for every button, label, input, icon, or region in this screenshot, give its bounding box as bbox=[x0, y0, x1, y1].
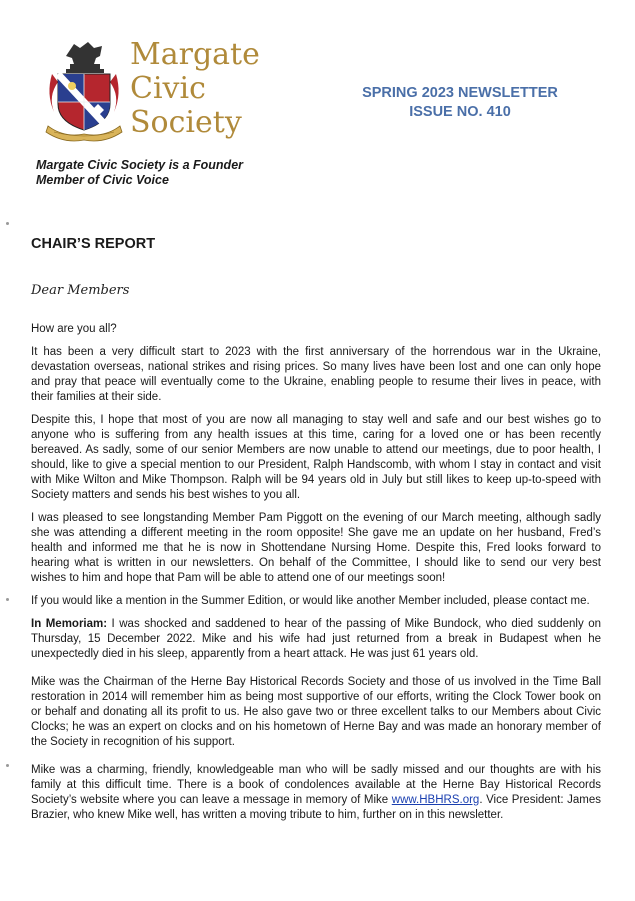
report-body bbox=[31, 322, 601, 831]
newsletter-title: SPRING 2023 NEWSLETTER bbox=[362, 85, 558, 101]
section-heading: CHAIR’S REPORT bbox=[31, 236, 156, 252]
organisation-name bbox=[130, 38, 260, 140]
memoriam-label: In Memoriam: bbox=[31, 618, 108, 630]
salutation: Dear Members bbox=[31, 283, 130, 298]
condolences-text: Mike was a charming, friendly, knowledgeable man who will be sadly missed and our thoughts are with his family at this difficult time. There is a book of condolences available at the Herne Bay Historical Records Society’s website where you can leave a message in memory of Mike bbox=[31, 764, 601, 806]
hbhrs-link[interactable]: www.HBHRS.org bbox=[391, 794, 480, 806]
paragraph-war: It has been a very difficult start to 2023 with the first anniversary of the horrendous war in the Ukraine, devastation overseas, national strikes and rising prices. So many lives have been lost and one can only hope and pray that peace will eventually come to the Ukraine, enabling people to resume their lives in peace, with their families at their side. bbox=[31, 346, 601, 403]
paragraph-pam-piggott: I was pleased to see longstanding Member Pam Piggott on the evening of our March meeting, although sadly she was attending a different meeting in the room opposite! She gave me an update on her husband, Fred’s health and informed me that he is now in Shottendane Nursing Home. Despite this, Fred looks forward to hearing what is written in our newsletters. On behalf of the Committee, I should like to send our very best wishes to him and hope that Pam will be able to attend one of our meetings soon! bbox=[31, 512, 601, 584]
paragraph-memoriam bbox=[31, 617, 601, 662]
founder-line-1: Margate Civic Society is a Founder bbox=[36, 158, 244, 172]
founder-statement bbox=[36, 158, 296, 188]
scan-mark bbox=[6, 764, 9, 767]
founder-line-2: Member of Civic Voice bbox=[36, 173, 169, 187]
paragraph-condolences bbox=[31, 763, 601, 823]
paragraph-health: Despite this, I hope that most of you are now all managing to stay well and safe and our best wishes go to anyone who is suffering from any health issues at this time, caring for a loved one or has been recently bereaved. As sadly, some of our senior Members are now unable to attend our meetings, due to poor health, I should, like to give a special mention to our President, Ralph Handscomb, with whom I stay in contact and visit with Mike Wilton and Mike Thompson. Ralph will be 94 years old in July but still likes to keep up-to-speed with Society matters and sends his best wishes to you all. bbox=[31, 414, 601, 501]
org-name-line-3: Society bbox=[130, 105, 242, 140]
scan-mark bbox=[6, 222, 9, 225]
paragraph-mention: If you would like a mention in the Summer Edition, or would like another Member included, please contact me. bbox=[31, 595, 590, 607]
org-name-line-2: Civic bbox=[130, 71, 206, 106]
memoriam-text: I was shocked and saddened to hear of the passing of Mike Bundock, who died suddenly on Thursday, 15 December 2022. Mike and his wife had just returned from a break in Budapest when he unexpectedly died in his sleep, apparently from a heart attack. He was just 61 years old. bbox=[31, 618, 601, 660]
coat-of-arms-icon bbox=[44, 34, 124, 144]
newsletter-title-block bbox=[330, 84, 590, 122]
paragraph-greeting: How are you all? bbox=[31, 323, 117, 335]
paragraph-mike-chairman: Mike was the Chairman of the Herne Bay Historical Records Society and those of us involved in the Time Ball restoration in 2014 will remember him as being most supportive of our efforts, writing the Clock Tower book on or behalf and donating all its profit to us. He also gave two or three excellent talks to our Members about Civic Clocks; he was an expert on clocks and on his hometown of Herne Bay and was made an honorary member of the Society in recognition of his support. bbox=[31, 676, 601, 748]
org-name-line-1: Margate bbox=[130, 37, 260, 72]
condolences-text-end: . Vice President: James Brazier, who knew Mike well, has written a moving tribute to him, further on in this newsletter. bbox=[31, 794, 601, 821]
scan-mark bbox=[6, 598, 9, 601]
issue-number: ISSUE NO. 410 bbox=[409, 104, 511, 120]
